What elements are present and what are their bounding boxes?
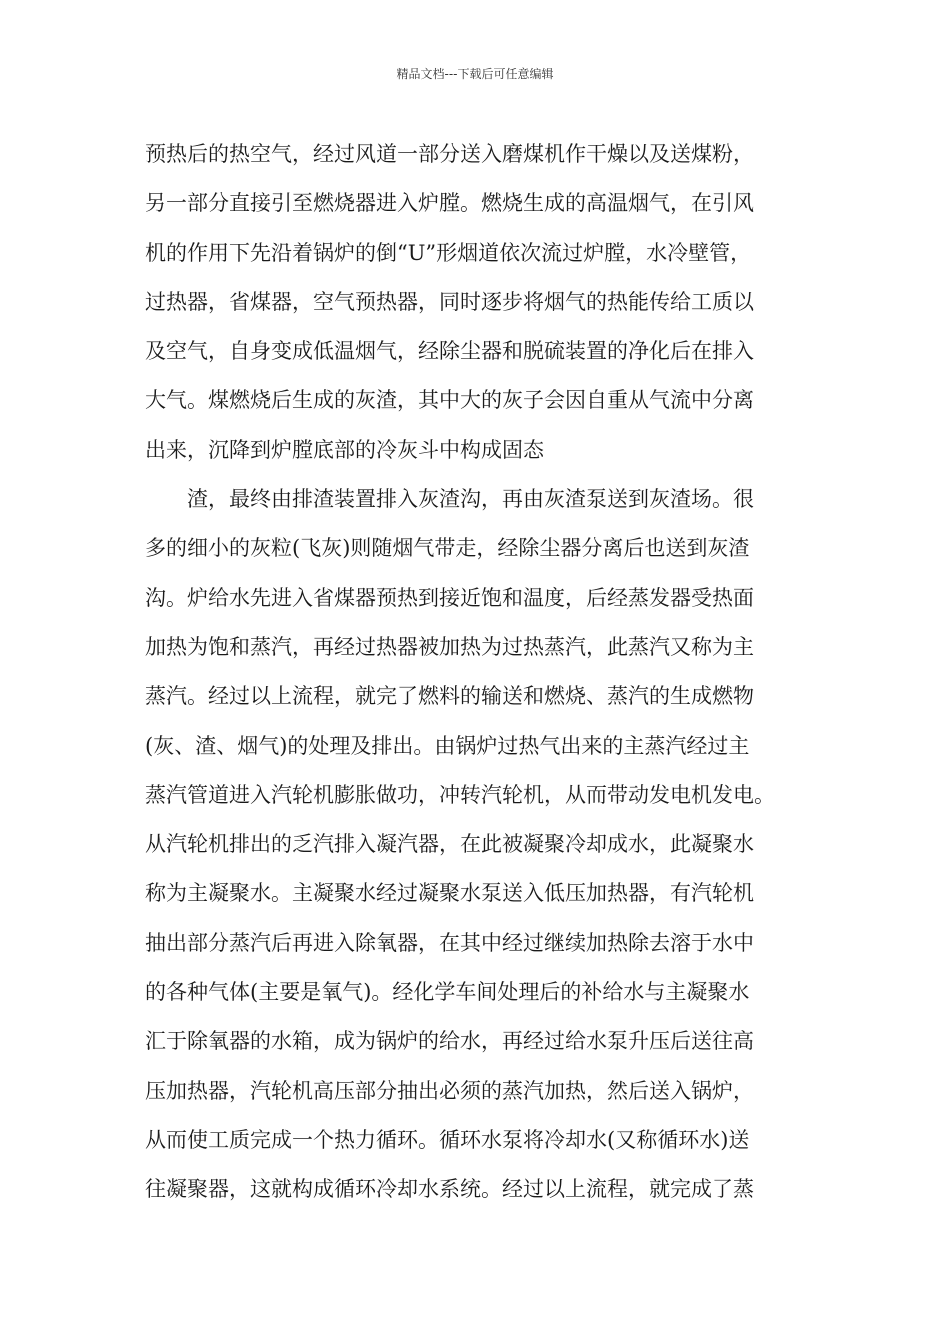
text-line: 预热后的热空气，经过风道一部分送入磨煤机作干燥以及送煤粉， (145, 142, 754, 166)
text-line: 多的细小的灰粒(飞灰)则随烟气带走，经除尘器分离后也送到灰渣 (145, 536, 750, 561)
text-line: 抽出部分蒸汽后再进入除氧器，在其中经过继续加热除去溶于水中 (145, 930, 754, 955)
text-line: 称为主凝聚水。主凝聚水经过凝聚水泵送入低压加热器，有汽轮机 (145, 881, 754, 906)
text-line: 压加热器，汽轮机高压部分抽出必须的蒸汽加热，然后送入锅炉， (145, 1078, 754, 1103)
text-line: 的各种气体(主要是氧气)。经化学车间处理后的补给水与主凝聚水 (145, 980, 750, 1005)
text-line: 往凝聚器，这就构成循环冷却水系统。经过以上流程，就完成了蒸 (145, 1177, 754, 1202)
text-line: 机的作用下先沿着锅炉的倒“U”形烟道依次流过炉膛，水冷壁管， (145, 240, 752, 265)
text-line: 汇于除氧器的水箱，成为锅炉的给水，再经过给水泵升压后送往高 (145, 1029, 754, 1054)
text-line: 出来，沉降到炉膛底部的冷灰斗中构成固态 (145, 437, 544, 462)
document-body (145, 130, 815, 1215)
text-line: 渣，最终由排渣装置排入灰渣沟，再由灰渣泵送到灰渣场。很 (187, 487, 754, 512)
text-line: 大气。煤燃烧后生成的灰渣，其中大的灰子会因自重从气流中分离 (145, 388, 754, 413)
text-line: 从汽轮机排出的乏汽排入凝汽器，在此被凝聚冷却成水，此凝聚水 (145, 832, 754, 857)
paragraph-1 (145, 130, 815, 475)
text-line: 另一部分直接引至燃烧器进入炉膛。燃烧生成的高温烟气，在引风 (145, 191, 754, 216)
text-line: 从而使工质完成一个热力循环。循环水泵将冷却水(又称循环水)送 (145, 1127, 750, 1152)
text-line: (灰、渣、烟气)的处理及排出。由锅炉过热气出来的主蒸汽经过主 (145, 733, 750, 758)
text-line: 蒸汽管道进入汽轮机膨胀做功，冲转汽轮机，从而带动发电机发电。 (145, 782, 775, 807)
page-header: 精品文档---下载后可任意编辑 (396, 67, 554, 81)
text-line: 及空气，自身变成低温烟气，经除尘器和脱硫装置的净化后在排入 (145, 339, 754, 364)
text-line: 过热器，省煤器，空气预热器，同时逐步将烟气的热能传给工质以 (145, 289, 754, 314)
text-line: 沟。炉给水先进入省煤器预热到接近饱和温度，后经蒸发器受热面 (145, 585, 754, 610)
text-line: 蒸汽。经过以上流程，就完了燃料的输送和燃烧、蒸汽的生成燃物 (145, 684, 754, 709)
text-line: 加热为饱和蒸汽，再经过热器被加热为过热蒸汽，此蒸汽又称为主 (145, 634, 754, 659)
paragraph-2 (145, 475, 815, 1214)
